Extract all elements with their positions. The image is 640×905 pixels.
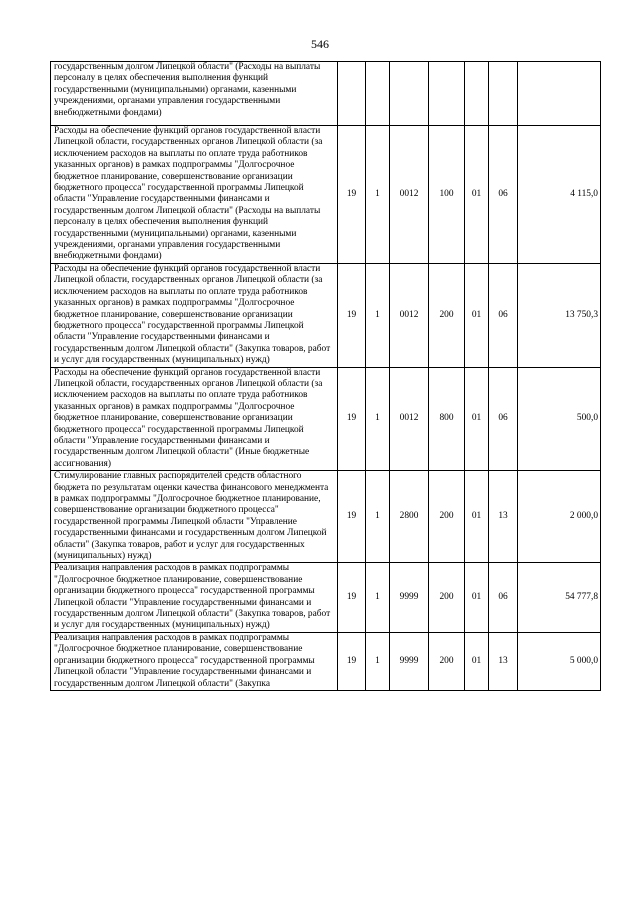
budget-table [50,61,601,691]
row-description: государственным долгом Липецкой области" (Расходы на выплаты персоналу в целях обеспечения выполнения функций государственными (муниципальными) органами, казенными учреждениями, органами управления государственными внебюджетными фондами) [51,62,338,126]
row-section: 01 [465,126,489,264]
row-amount: 13 750,3 [518,263,601,367]
table-row [51,471,601,563]
table-row [51,263,601,367]
row-amount: 2 000,0 [518,471,601,563]
row-section: 01 [465,367,489,471]
row-subsection: 13 [489,471,518,563]
row-target-code: 0012 [390,263,429,367]
row-expense-type: 200 [429,563,465,632]
row-amount [518,62,601,126]
page-number: 546 [311,37,329,51]
table-row [51,632,601,690]
row-target-code: 0012 [390,367,429,471]
row-admin-code: 19 [338,263,366,367]
row-admin-code: 19 [338,632,366,690]
row-subsection: 06 [489,263,518,367]
row-target-code: 2800 [390,471,429,563]
table-row [51,126,601,264]
row-admin-code: 19 [338,367,366,471]
row-description: Реализация направления расходов в рамках подпрограммы "Долгосрочное бюджетное планирование, совершенствование организации бюджетного процесса" государственной программы Липецкой области "Управление государственными финансами и государственным долгом Липецкой области" (Закупка [51,632,338,690]
row-program-code [366,62,390,126]
row-description: Расходы на обеспечение функций органов государственной власти Липецкой области, государственных органов Липецкой области (за исключением расходов на выплаты по оплате труда работников указанных органов) в рамках подпрограммы "Долгосрочное бюджетное планирование, совершенствование организации бюджетного процесса" государственной программы Липецкой области "Управление государственными финансами и государственным долгом Липецкой области" (Закупка товаров, работ и услуг для государственных (муниципальных) нужд) [51,263,338,367]
row-expense-type: 200 [429,263,465,367]
row-target-code [390,62,429,126]
row-subsection: 06 [489,563,518,632]
row-target-code: 0012 [390,126,429,264]
row-section [465,62,489,126]
table-row [51,62,601,126]
row-subsection [489,62,518,126]
row-amount: 4 115,0 [518,126,601,264]
row-description: Расходы на обеспечение функций органов государственной власти Липецкой области, государственных органов Липецкой области (за исключением расходов на выплаты по оплате труда работников указанных органов) в рамках подпрограммы "Долгосрочное бюджетное планирование, совершенствование организации бюджетного процесса" государственной программы Липецкой области "Управление государственными финансами и государственным долгом Липецкой области" (Расходы на выплаты персоналу в целях обеспечения выполнения функций государственными (муниципальными) органами, казенными учреждениями, органами управления государственными внебюджетными фондами) [51,126,338,264]
row-program-code: 1 [366,563,390,632]
row-target-code: 9999 [390,563,429,632]
row-amount: 54 777,8 [518,563,601,632]
row-program-code: 1 [366,471,390,563]
table-row [51,367,601,471]
row-section: 01 [465,471,489,563]
row-description: Расходы на обеспечение функций органов государственной власти Липецкой области, государственных органов Липецкой области (за исключением расходов на выплаты по оплате труда работников указанных органов) в рамках подпрограммы "Долгосрочное бюджетное планирование, совершенствование организации бюджетного процесса" государственной программы Липецкой области "Управление государственными финансами и государственным долгом Липецкой области" (Иные бюджетные ассигнования) [51,367,338,471]
row-program-code: 1 [366,263,390,367]
row-target-code: 9999 [390,632,429,690]
row-section: 01 [465,632,489,690]
row-subsection: 06 [489,126,518,264]
row-admin-code: 19 [338,471,366,563]
table-row [51,563,601,632]
row-admin-code [338,62,366,126]
row-expense-type [429,62,465,126]
row-program-code: 1 [366,126,390,264]
row-description: Реализация направления расходов в рамках подпрограммы "Долгосрочное бюджетное планирование, совершенствование организации бюджетного процесса" государственной программы Липецкой области "Управление государственными финансами и государственным долгом Липецкой области" (Закупка товаров, работ и услуг для государственных (муниципальных) нужд) [51,563,338,632]
row-expense-type: 200 [429,471,465,563]
row-expense-type: 100 [429,126,465,264]
row-amount: 5 000,0 [518,632,601,690]
row-amount: 500,0 [518,367,601,471]
row-admin-code: 19 [338,563,366,632]
row-expense-type: 800 [429,367,465,471]
row-section: 01 [465,563,489,632]
row-expense-type: 200 [429,632,465,690]
row-admin-code: 19 [338,126,366,264]
row-subsection: 13 [489,632,518,690]
row-subsection: 06 [489,367,518,471]
row-program-code: 1 [366,632,390,690]
row-program-code: 1 [366,367,390,471]
row-description: Стимулирование главных распорядителей средств областного бюджета по результатам оценки качества финансового менеджмента в рамках подпрограммы "Долгосрочное бюджетное планирование, совершенствование организации бюджетного процесса" государственной программы Липецкой области "Управление государственными финансами и государственным долгом Липецкой области" (Закупка товаров, работ и услуг для государственных (муниципальных) нужд) [51,471,338,563]
row-section: 01 [465,263,489,367]
